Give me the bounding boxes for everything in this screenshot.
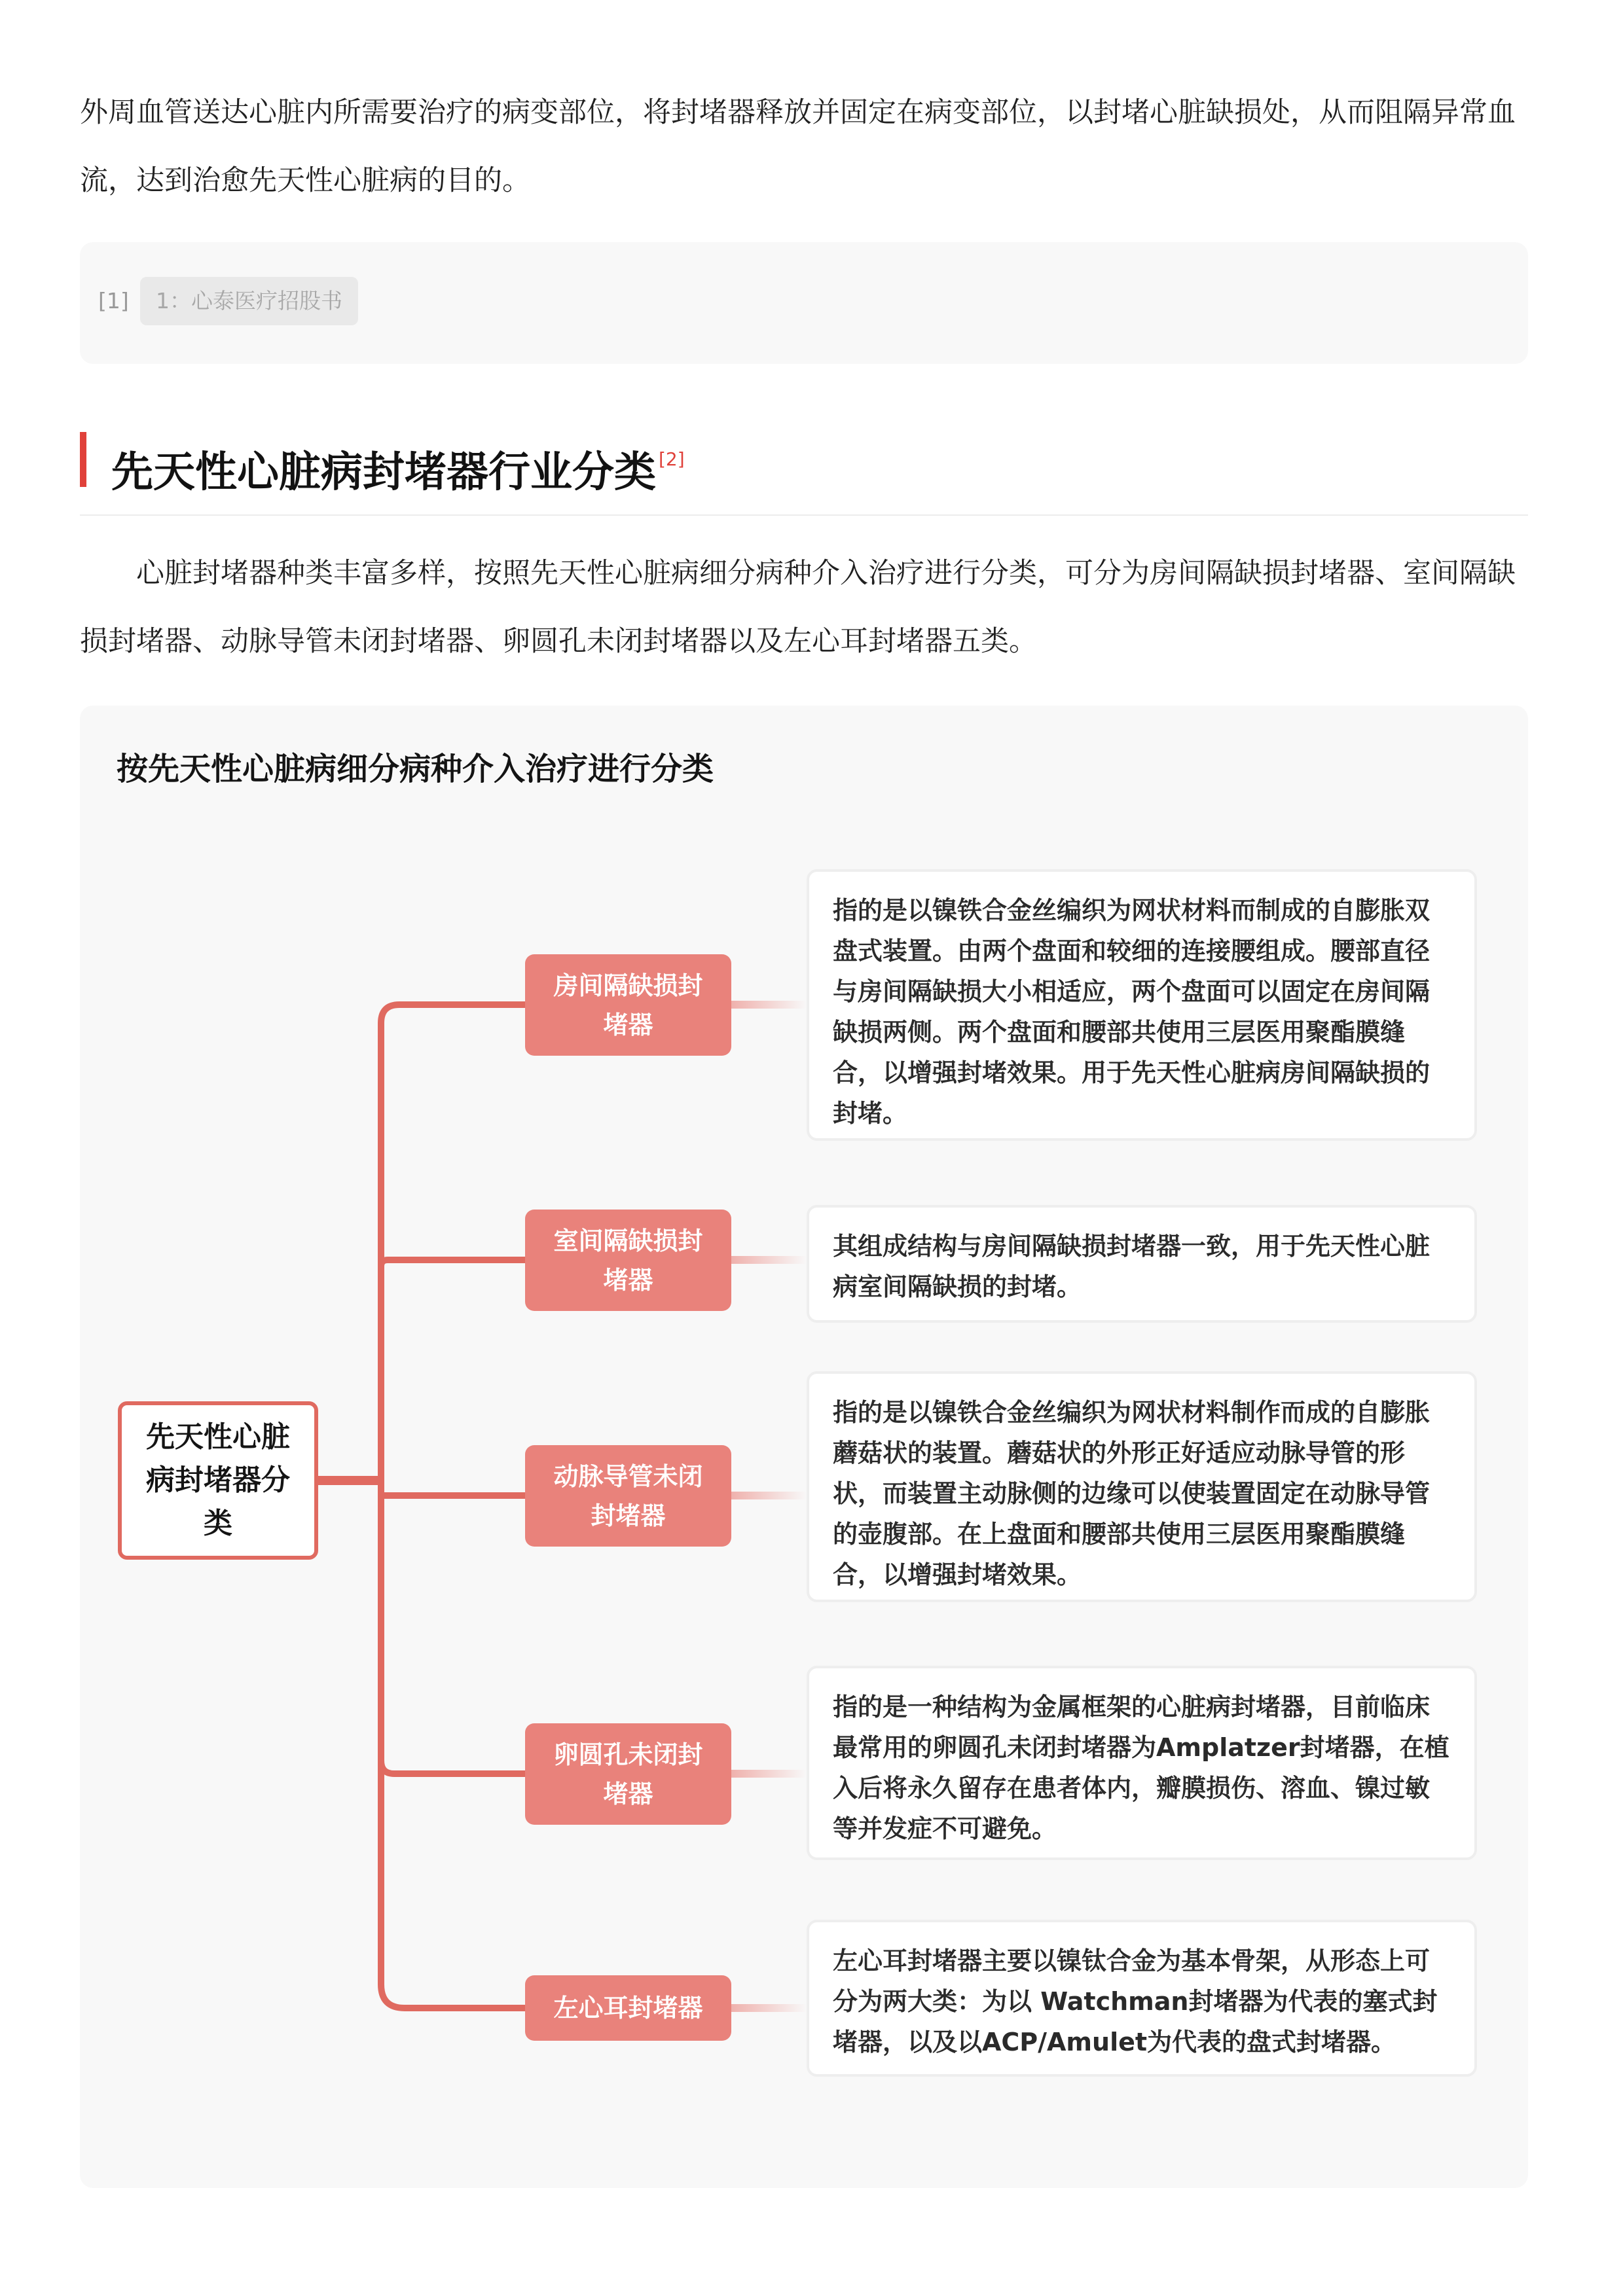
reference-source-tag[interactable]: 1：心泰医疗招股书 — [140, 277, 358, 325]
fade-line-2 — [731, 1256, 807, 1264]
classification-diagram — [80, 706, 1528, 2188]
connector-to-branch-2 — [381, 1260, 525, 1266]
detail-card-patent-foramen-ovale: 指的是一种结构为金属框架的心脏病封堵器，目前临床最常用的卵圆孔未闭封堵器为Amplatzer封堵器，在植入后将永久留存在患者体内，瓣膜损伤、溶血、镍过敏等并发症不可避免。 — [807, 1666, 1477, 1860]
connector-to-branch-4 — [381, 1480, 525, 1774]
section-ref-mark[interactable]: [2] — [659, 448, 685, 470]
connector-to-branch-1 — [381, 1005, 525, 1480]
fade-line-4 — [731, 1770, 807, 1778]
section-title-text: 先天性心脏病封堵器行业分类 — [111, 448, 656, 497]
title-divider — [80, 514, 1528, 516]
fade-line-5 — [731, 2004, 807, 2012]
branch-node-ventricular-septal: 室间隔缺损封堵器 — [525, 1210, 731, 1311]
reference-number: [1] — [98, 288, 129, 314]
fade-line-3 — [731, 1492, 807, 1499]
section-paragraph: 心脏封堵器种类丰富多样，按照先天性心脏病细分病种介入治疗进行分类，可分为房间隔缺损封堵器、室间隔缺损封堵器、动脉导管未闭封堵器、卵圆孔未闭封堵器以及左心耳封堵器五类。 — [80, 557, 1516, 658]
branch-node-left-atrial-appendage: 左心耳封堵器 — [525, 1975, 731, 2041]
branch-node-patent-ductus: 动脉导管未闭封堵器 — [525, 1445, 731, 1547]
fade-line-1 — [731, 1001, 807, 1009]
connector-to-branch-5 — [381, 1480, 525, 2008]
detail-card-atrial-septal: 指的是以镍铁合金丝编织为网状材料而制成的自膨胀双盘式装置。由两个盘面和较细的连接腰组成。腰部直径与房间隔缺损大小相适应，两个盘面可以固定在房间隔缺损两侧。两个盘面和腰部共使用三层医用聚酯膜缝合，以增强封堵效果。用于先天性心脏病房间隔缺损的封堵。 — [807, 869, 1477, 1141]
reference-box — [80, 242, 1528, 364]
root-node: 先天性心脏病封堵器分类 — [118, 1401, 318, 1560]
section-title — [80, 432, 685, 497]
branch-node-atrial-septal: 房间隔缺损封堵器 — [525, 954, 731, 1056]
intro-paragraph: 外周血管送达心脏内所需要治疗的病变部位，将封堵器释放并固定在病变部位，以封堵心脏缺损处，从而阻隔异常血流，达到治愈先天性心脏病的目的。 — [80, 96, 1516, 197]
detail-card-ventricular-septal: 其组成结构与房间隔缺损封堵器一致，用于先天性心脏病室间隔缺损的封堵。 — [807, 1205, 1477, 1323]
branch-node-patent-foramen-ovale: 卵圆孔未闭封堵器 — [525, 1723, 731, 1825]
detail-card-patent-ductus: 指的是以镍铁合金丝编织为网状材料制作而成的自膨胀蘑菇状的装置。蘑菇状的外形正好适应动脉导管的形状，而装置主动脉侧的边缘可以使装置固定在动脉导管的壶腹部。在上盘面和腰部共使用三层医用聚酯膜缝合，以增强封堵效果。 — [807, 1371, 1477, 1602]
detail-card-left-atrial-appendage: 左心耳封堵器主要以镍钛合金为基本骨架，从形态上可分为两大类：为以 Watchman封堵器为代表的塞式封堵器，以及以ACP/Amulet为代表的盘式封堵器。 — [807, 1920, 1477, 2077]
diagram-title: 按先天性心脏病细分病种介入治疗进行分类 — [117, 751, 714, 787]
